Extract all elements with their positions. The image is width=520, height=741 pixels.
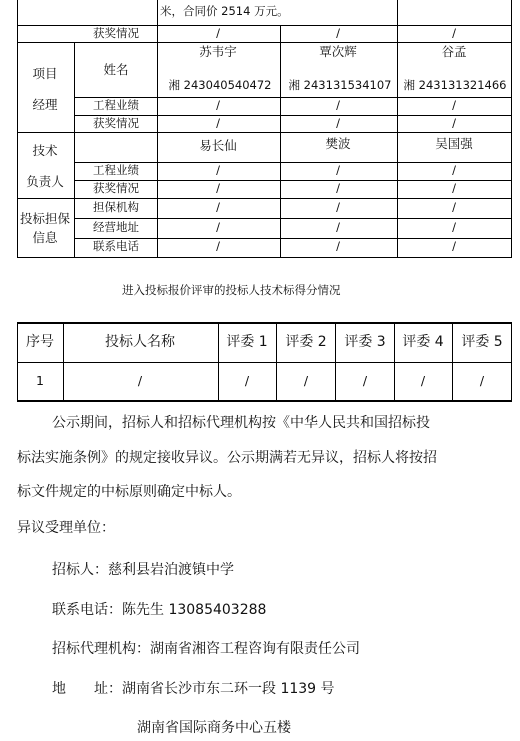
table-line	[17, 362, 512, 363]
cell: /	[216, 239, 220, 253]
score-cell: /	[137, 373, 143, 388]
table-line	[74, 97, 512, 98]
table-line	[17, 198, 512, 199]
cell: /	[452, 26, 456, 40]
table-line	[74, 218, 512, 219]
tech-group-label: 技术	[32, 143, 58, 158]
table-line	[74, 238, 512, 239]
cell: /	[452, 98, 456, 112]
address-line: 址：湖南省长沙市东二环一段 1139 号	[94, 681, 335, 697]
pm-group-label: 经理	[32, 97, 58, 112]
score-section-title: 进入投标报价评审的投标人技术标得分情况	[122, 283, 341, 297]
score-header: 评委 1	[226, 334, 268, 350]
table-line	[511, 322, 512, 402]
score-cell: /	[244, 373, 250, 388]
address-label: 地	[52, 681, 66, 697]
cell: /	[216, 181, 220, 195]
cell: /	[336, 163, 340, 177]
cell: /	[336, 26, 340, 40]
score-cell: /	[420, 373, 426, 388]
score-cell: 1	[36, 373, 44, 388]
guarantee-label: 担保机构	[93, 200, 139, 214]
cell: /	[336, 116, 340, 130]
notice-paragraph-line: 标文件规定的中标原则确定中标人。	[17, 484, 241, 500]
objection-title: 异议受理单位：	[17, 520, 115, 536]
award-label: 获奖情况	[93, 26, 139, 40]
table-line	[74, 115, 512, 116]
tech-perf-label: 工程业绩	[93, 163, 139, 177]
notice-paragraph-line: 标法实施条例》的规定接收异议。公示期满若无异议，招标人将按招	[17, 450, 437, 466]
pm-group-label: 项目	[32, 66, 58, 81]
address-line-2: 湖南省国际商务中心五楼	[137, 720, 291, 736]
table-line	[17, 42, 512, 43]
table-line	[218, 322, 219, 402]
tech-name: 樊波	[325, 136, 351, 151]
guarantee-label: 经营地址	[93, 220, 139, 234]
pm-perf-label: 工程业绩	[93, 98, 139, 112]
pm-cert: 湘 243131534107	[288, 78, 392, 92]
table-line	[397, 0, 398, 258]
table-line	[452, 322, 453, 402]
score-header: 评委 5	[461, 334, 503, 350]
cell: /	[336, 181, 340, 195]
pm-cert: 湘 243131321466	[403, 78, 507, 92]
cell: /	[452, 220, 456, 234]
tech-award-label: 获奖情况	[93, 181, 139, 195]
table-line	[17, 322, 18, 402]
contact-line: 联系电话：陈先生 13085403288	[52, 602, 267, 618]
score-header: 序号	[26, 334, 54, 350]
table-line	[74, 180, 512, 181]
tenderer-line: 招标人：慈利县岩泊渡镇中学	[52, 562, 234, 578]
cell: /	[216, 98, 220, 112]
cell: /	[336, 239, 340, 253]
cell: /	[216, 200, 220, 214]
table-line	[17, 25, 512, 26]
table-line	[17, 322, 512, 324]
table-line	[276, 322, 277, 402]
table-line	[157, 0, 158, 258]
table-line	[74, 162, 512, 163]
pm-name: 谷孟	[441, 44, 467, 59]
score-header: 评委 4	[402, 334, 444, 350]
table-line	[17, 257, 512, 258]
pm-cert: 湘 243040540472	[168, 78, 272, 92]
cell: /	[452, 116, 456, 130]
guarantee-group-label: 投标担保	[19, 211, 71, 226]
table-line	[511, 0, 512, 258]
cell: /	[216, 116, 220, 130]
pm-award-label: 获奖情况	[93, 116, 139, 130]
tech-name: 吴国强	[435, 136, 473, 151]
score-cell: /	[479, 373, 485, 388]
table-line	[63, 322, 64, 402]
score-header: 投标人名称	[105, 334, 175, 350]
cell: /	[452, 163, 456, 177]
contract-text: 米，合同价 2514 万元。	[160, 4, 289, 18]
cell: /	[452, 200, 456, 214]
notice-paragraph-line: 公示期间，招标人和招标代理机构按《中华人民共和国招标投	[52, 415, 430, 431]
pm-name-label: 姓名	[103, 62, 129, 77]
pm-name: 覃次辉	[319, 44, 357, 59]
score-cell: /	[303, 373, 309, 388]
guarantee-group-label: 信息	[32, 230, 58, 245]
cell: /	[336, 98, 340, 112]
agency-line: 招标代理机构：湖南省湘咨工程咨询有限责任公司	[52, 641, 360, 657]
cell: /	[216, 220, 220, 234]
table-line	[17, 400, 512, 402]
cell: /	[216, 163, 220, 177]
table-line	[74, 42, 75, 258]
cell: /	[452, 181, 456, 195]
guarantee-label: 联系电话	[93, 239, 139, 253]
cell: /	[216, 26, 220, 40]
cell: /	[336, 220, 340, 234]
table-line	[394, 322, 395, 402]
table-line	[280, 25, 281, 258]
cell: /	[452, 239, 456, 253]
score-header: 评委 3	[344, 334, 386, 350]
table-line	[335, 322, 336, 402]
cell: /	[336, 200, 340, 214]
tech-name: 易长仙	[199, 138, 237, 153]
pm-name: 苏韦宇	[199, 44, 237, 59]
table-line	[17, 132, 512, 133]
table-line	[17, 0, 18, 258]
score-header: 评委 2	[285, 334, 327, 350]
tech-group-label: 负责人	[26, 174, 64, 189]
score-cell: /	[362, 373, 368, 388]
